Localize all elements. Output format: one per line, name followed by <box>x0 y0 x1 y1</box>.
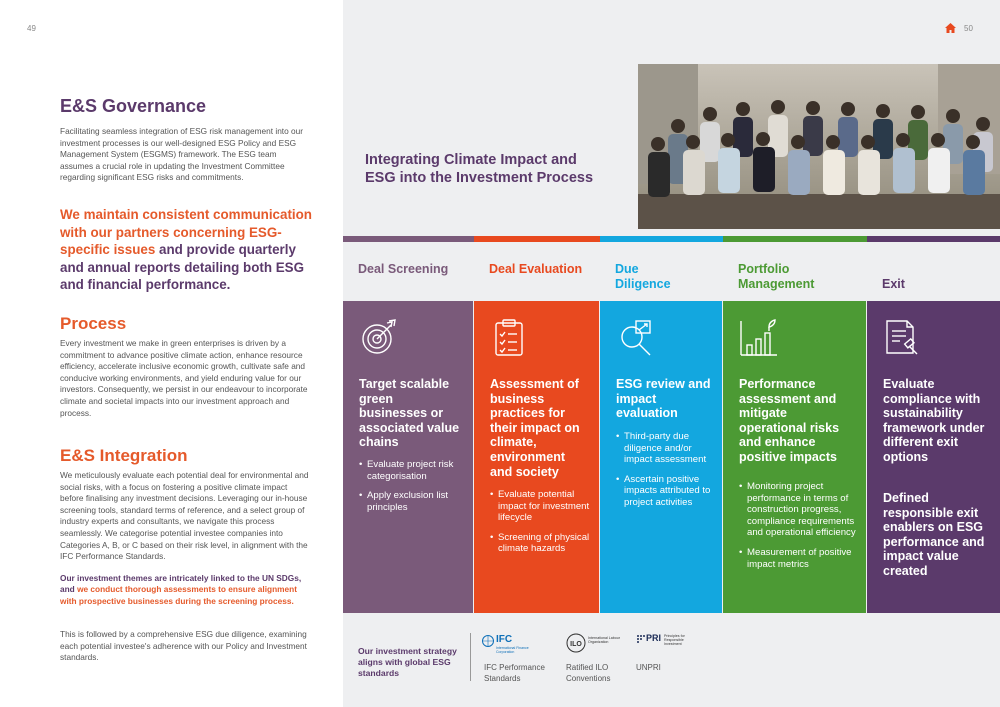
stage-bullets <box>359 459 465 521</box>
list-item: • Screening of physical climate hazards <box>490 532 591 555</box>
stage-bullets <box>739 481 858 578</box>
highlight-purple-text: and provide quarterly and annual reports detailing both ESG and financial performance. <box>60 242 305 292</box>
integration-body: We meticulously evaluate each potential deal for environmental and social risks, with a focus on fostering a positive climate impact before finalising any investment decisions. Leveraging our in-house screening tools, standard terms of reference, and a select group of industry experts and consultants, we navigate this process seamlessly. We categorise potential investee companies into Categories A, B, or C based on their risk level, in alignment with the IFC Performance Standards. <box>60 470 309 562</box>
pri-subtitle: Principles for Responsible Investment <box>664 634 685 646</box>
pri-mark: PRI <box>646 633 662 643</box>
ifc-globe-icon <box>482 635 494 647</box>
themes-orange-text: we conduct thorough assessments to ensure alignment with prospective businesses during the screening process. <box>60 584 297 606</box>
process-body: Every investment we make in green enterprises is driven by a commitment to advance positive climate action, enhance resource efficiency, accelerate inclusive economic growth, cultivate safe and conducive working environments, and yield enduring value for our investors. Consequently, we persist in our endeavour to incorporate climate and societal impacts into our investment approach and process. <box>60 338 308 418</box>
standards-label: Our investment strategy aligns with global ESG standards <box>358 646 457 678</box>
list-item: • Measurement of positive impact metrics <box>739 547 858 570</box>
ilo-caption: Ratified ILO Conventions <box>566 663 611 683</box>
stripe-portfolio-management <box>723 236 867 242</box>
document-gavel-icon <box>883 317 923 357</box>
investment-themes-text <box>60 573 315 607</box>
stage-heading: Evaluate compliance with sustainability framework under different exit options <box>883 377 985 464</box>
page-number-right: 50 <box>964 24 973 33</box>
stage-title-portfolio-management: Portfolio Management <box>738 262 815 291</box>
list-item: • Evaluate project risk categorisation <box>359 459 465 482</box>
integration-closing: This is followed by a comprehensive ESG due diligence, examining each potential investee's adherence with our Policy and Investment standards. <box>60 629 307 663</box>
magnifier-icon <box>616 317 656 357</box>
stage-heading-secondary: Defined responsible exit enablers on ESG performance and impact value created <box>883 491 985 578</box>
pri-dots-icon <box>636 634 646 644</box>
stage-card-exit <box>867 301 1000 613</box>
divider <box>470 633 471 681</box>
governance-highlight <box>60 206 316 294</box>
stage-card-deal-screening <box>343 301 473 613</box>
stage-title-deal-evaluation: Deal Evaluation <box>489 262 583 276</box>
ifc-subtitle: International Finance Corporation <box>496 646 529 654</box>
team-photo <box>638 64 1000 229</box>
ilo-mark: ILO <box>570 641 582 648</box>
stripe-exit <box>867 236 1000 242</box>
list-item: • Evaluate potential impact for investment lifecycle <box>490 489 591 524</box>
team-photo-graphic <box>638 64 1000 229</box>
page-number-left: 49 <box>27 24 36 33</box>
home-icon[interactable] <box>945 23 956 33</box>
stage-title-deal-screening: Deal Screening <box>358 262 449 276</box>
list-item: • Monitoring project performance in terms of construction progress, compliance requirements and operational efficiency <box>739 481 858 539</box>
stage-heading: Target scalable green businesses or associated value chains <box>359 377 460 450</box>
stage-title-due-diligence: Due Diligence <box>615 262 671 291</box>
themes-purple-text: Our investment themes are intricately linked to the UN SDGs, and <box>60 573 302 595</box>
stripe-deal-screening <box>343 236 474 242</box>
ilo-subtitle: International Labour Organization <box>588 636 620 644</box>
ilo-emblem-icon <box>566 633 586 653</box>
stage-title-exit: Exit <box>882 277 905 291</box>
list-item: • Ascertain positive impacts attributed to project activities <box>616 474 714 509</box>
ifc-mark: IFC <box>496 634 513 645</box>
process-title: Process <box>60 314 127 333</box>
clipboard-checklist-icon <box>490 317 530 357</box>
stage-card-deal-evaluation <box>474 301 599 613</box>
stripe-deal-evaluation <box>474 236 600 242</box>
growth-chart-icon <box>739 317 779 357</box>
target-icon <box>359 317 399 357</box>
stage-card-due-diligence <box>600 301 722 613</box>
stage-heading: Assessment of business practices for their impact on climate, environment and society <box>490 377 580 479</box>
pri-caption: UNPRI <box>636 663 661 672</box>
list-item: • Third-party due diligence and/or impact assessment <box>616 431 714 466</box>
ifc-caption: IFC Performance Standards <box>484 663 545 683</box>
stage-bullets <box>616 431 714 517</box>
governance-title: E&S Governance <box>60 96 207 116</box>
highlight-orange-text: We maintain consistent communication with our partners concerning ESG-specific issues <box>60 207 312 257</box>
stage-heading: ESG review and impact evaluation <box>616 377 711 421</box>
stage-card-portfolio-management <box>723 301 866 613</box>
integration-title: E&S Integration <box>60 446 188 465</box>
list-item: • Apply exclusion list principles <box>359 490 465 513</box>
stage-bullets <box>490 489 591 563</box>
governance-body: Facilitating seamless integration of ESG risk management into our investment processes is our well-designed ESG Policy and ESG Management System (ESGMS) framework. The ESG team assumes a crucial role in updating the Investment Committee regarding significant ESG risks and commitments. <box>60 126 304 183</box>
stripe-due-diligence <box>600 236 723 242</box>
process-heading: Integrating Climate Impact and ESG into the Investment Process <box>365 152 594 186</box>
stage-heading: Performance assessment and mitigate operational risks and enhance positive impacts <box>739 377 840 464</box>
